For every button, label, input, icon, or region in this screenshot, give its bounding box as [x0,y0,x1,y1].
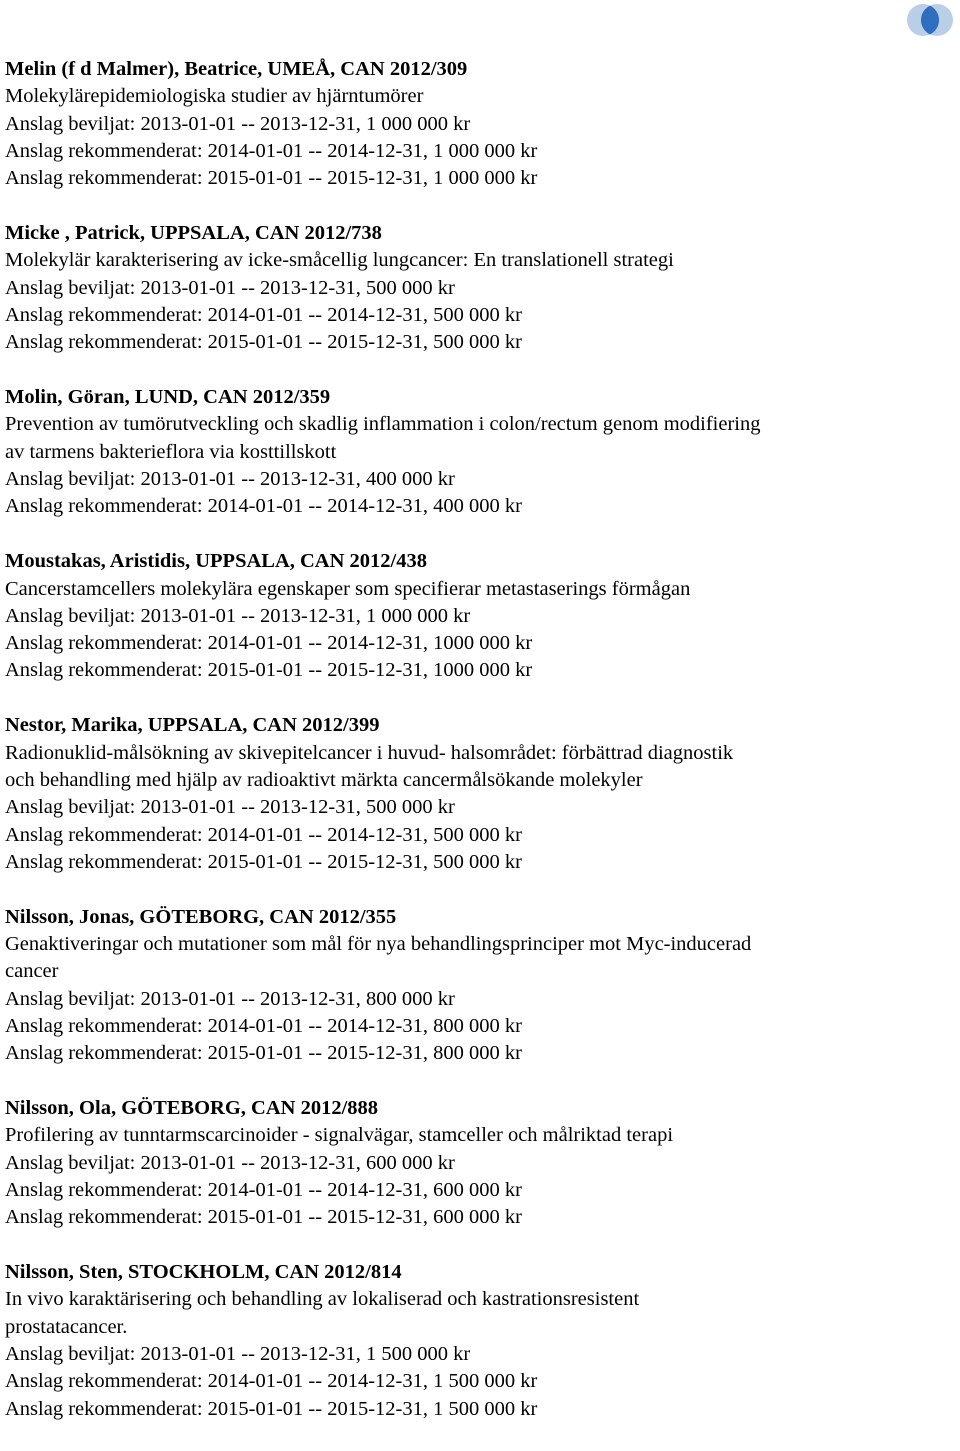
grant-awarded-line: Anslag beviljat: 2013-01-01 -- 2013-12-31, 500 000 kr [5,796,455,819]
project-title-line: Profilering av tunntarmscarcinoider - signalvägar, stamceller och målriktad terapi [5,1124,674,1147]
grant-recommended-line: Anslag rekommenderat: 2014-01-01 -- 2014-12-31, 1000 000 kr [5,632,533,655]
grant-recommended-line: Anslag rekommenderat: 2015-01-01 -- 2015-12-31, 1000 000 kr [5,659,533,682]
applicant-heading: Molin, Göran, LUND, CAN 2012/359 [5,386,331,409]
grant-awarded-line: Anslag beviljat: 2013-01-01 -- 2013-12-31, 500 000 kr [5,276,455,299]
grant-awarded-line: Anslag beviljat: 2013-01-01 -- 2013-12-31, 1 000 000 kr [5,604,471,627]
grant-recommended-line: Anslag rekommenderat: 2014-01-01 -- 2014-12-31, 500 000 kr [5,303,522,326]
project-title-line: In vivo karaktärisering och behandling av lokaliserad och kastrationsresistent [5,1288,640,1311]
project-title-line: prostatacancer. [5,1315,128,1338]
grant-recommended-line: Anslag rekommenderat: 2014-01-01 -- 2014-12-31, 600 000 kr [5,1178,522,1201]
grant-recommended-line: Anslag rekommenderat: 2014-01-01 -- 2014-12-31, 800 000 kr [5,1014,522,1037]
grant-recommended-line: Anslag rekommenderat: 2014-01-01 -- 2014-12-31, 1 000 000 kr [5,139,538,162]
project-title-line: Molekylär karakterisering av icke-småcellig lungcancer: En translationell strategi [5,249,674,272]
grant-entry [5,904,905,1068]
grant-entry [5,712,905,876]
applicant-heading: Nilsson, Jonas, GÖTEBORG, CAN 2012/355 [5,905,397,928]
grant-recommended-line: Anslag rekommenderat: 2015-01-01 -- 2015-12-31, 500 000 kr [5,331,522,354]
grant-entry [5,1095,905,1231]
grant-entry [5,548,905,684]
project-title-line: av tarmens bakterieflora via kosttillskott [5,440,337,463]
applicant-heading: Melin (f d Malmer), Beatrice, UMEÅ, CAN 2012/309 [5,58,468,80]
applicant-heading: Moustakas, Aristidis, UPPSALA, CAN 2012/438 [5,550,427,573]
grant-list [5,56,905,1451]
grant-entry [5,220,905,356]
grant-recommended-line: Anslag rekommenderat: 2015-01-01 -- 2015-12-31, 500 000 kr [5,850,522,873]
grant-awarded-line: Anslag beviljat: 2013-01-01 -- 2013-12-31, 1 500 000 kr [5,1343,471,1366]
grant-recommended-line: Anslag rekommenderat: 2014-01-01 -- 2014-12-31, 1 500 000 kr [5,1370,538,1393]
grant-entry [5,1259,905,1423]
grant-recommended-line: Anslag rekommenderat: 2015-01-01 -- 2015-12-31, 1 000 000 kr [5,167,538,190]
grant-awarded-line: Anslag beviljat: 2013-01-01 -- 2013-12-31, 800 000 kr [5,987,455,1010]
grant-recommended-line: Anslag rekommenderat: 2015-01-01 -- 2015-12-31, 800 000 kr [5,1042,522,1065]
project-title-line: Genaktiveringar och mutationer som mål för nya behandlingsprinciper mot Myc-inducerad [5,932,752,955]
project-title-line: Radionuklid-målsökning av skivepitelcancer i huvud- halsområdet: förbättrad diagnostik [5,741,734,764]
grant-awarded-line: Anslag beviljat: 2013-01-01 -- 2013-12-31, 600 000 kr [5,1151,455,1174]
grant-entry [5,384,905,520]
grant-entry [5,56,905,192]
grant-recommended-line: Anslag rekommenderat: 2015-01-01 -- 2015-12-31, 600 000 kr [5,1206,522,1229]
applicant-heading: Nilsson, Sten, STOCKHOLM, CAN 2012/814 [5,1261,402,1284]
grant-awarded-line: Anslag beviljat: 2013-01-01 -- 2013-12-31, 1 000 000 kr [5,112,471,135]
logo-icon [902,2,958,38]
applicant-heading: Nilsson, Ola, GÖTEBORG, CAN 2012/888 [5,1097,379,1120]
grant-recommended-line: Anslag rekommenderat: 2015-01-01 -- 2015-12-31, 1 500 000 kr [5,1397,538,1420]
project-title-line: Cancerstamcellers molekylära egenskaper som specifierar metastaserings förmågan [5,577,691,600]
project-title-line: Molekylärepidemiologiska studier av hjärntumörer [5,85,424,108]
grant-recommended-line: Anslag rekommenderat: 2014-01-01 -- 2014-12-31, 500 000 kr [5,823,522,846]
project-title-line: och behandling med hjälp av radioaktivt märkta cancermålsökande molekyler [5,768,643,791]
grant-recommended-line: Anslag rekommenderat: 2014-01-01 -- 2014-12-31, 400 000 kr [5,495,522,518]
project-title-line: Prevention av tumörutveckling och skadlig inflammation i colon/rectum genom modifiering [5,413,761,436]
applicant-heading: Micke , Patrick, UPPSALA, CAN 2012/738 [5,222,382,245]
project-title-line: cancer [5,960,59,983]
applicant-heading: Nestor, Marika, UPPSALA, CAN 2012/399 [5,714,380,737]
grant-awarded-line: Anslag beviljat: 2013-01-01 -- 2013-12-31, 400 000 kr [5,468,455,491]
